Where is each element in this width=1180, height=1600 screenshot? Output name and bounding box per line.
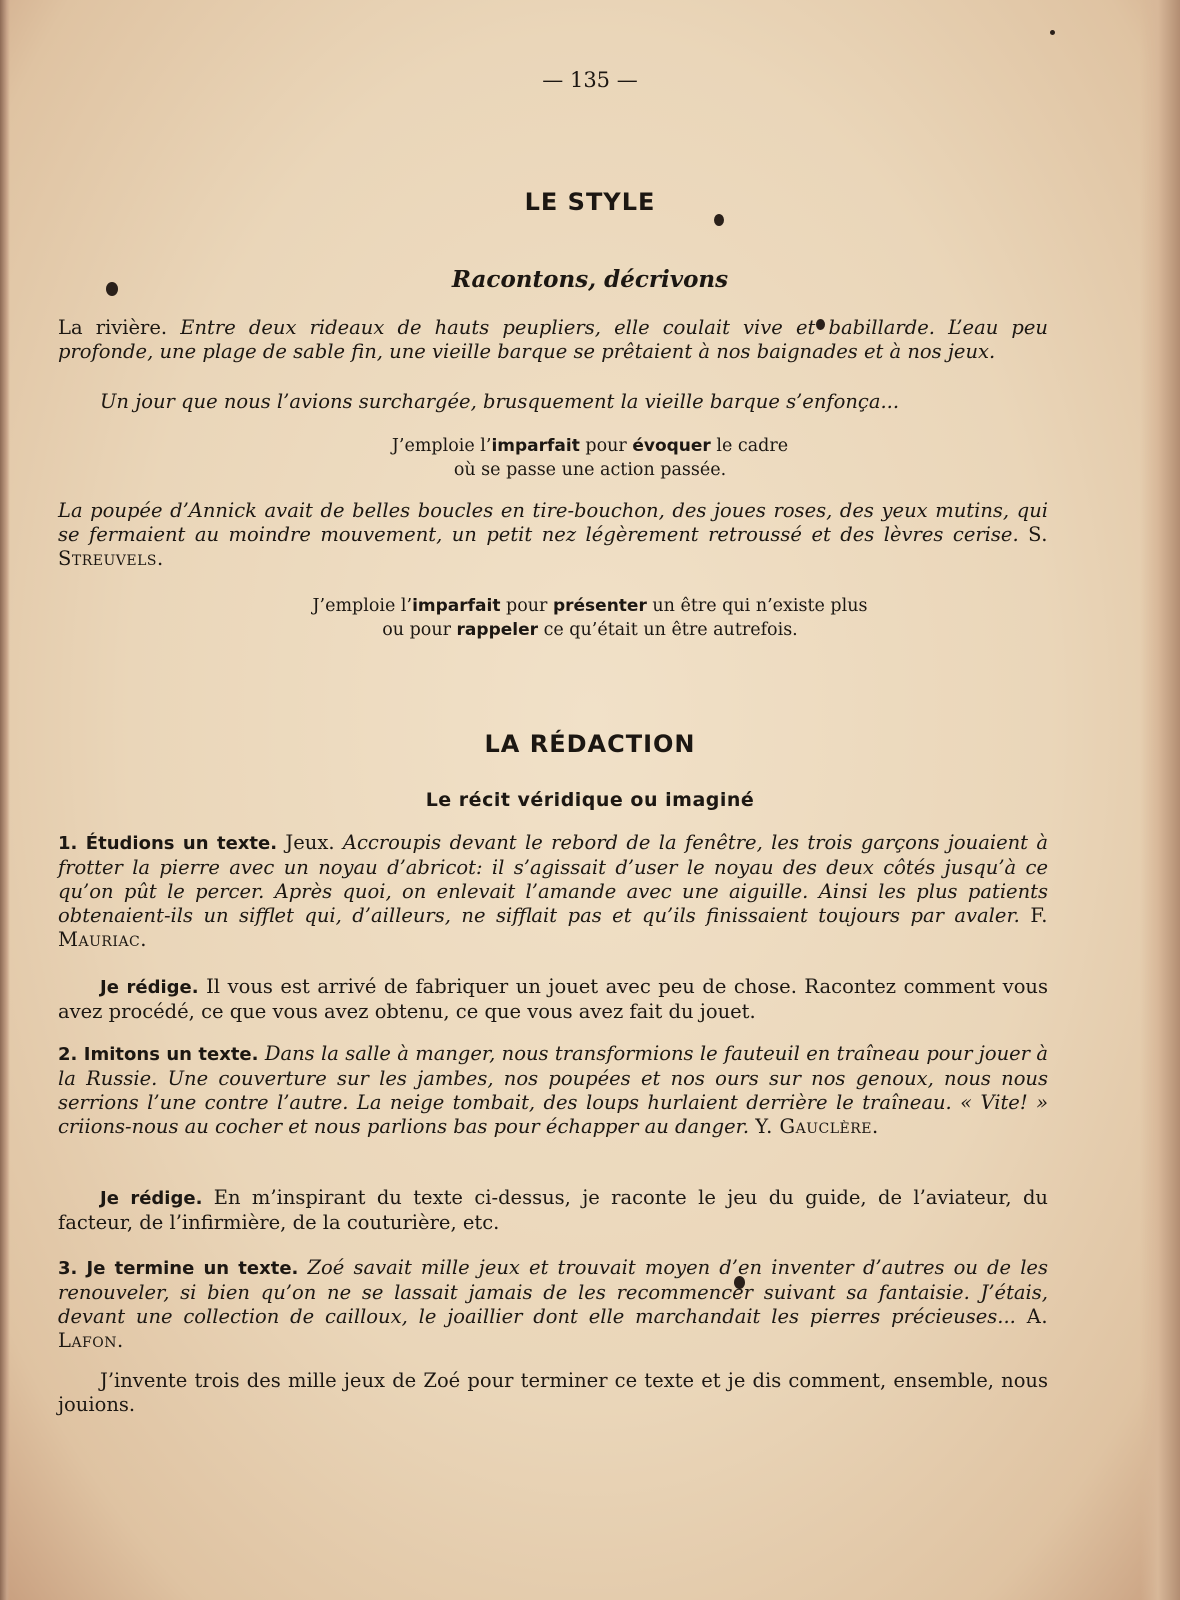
exercise-text: Dans la salle à manger, nous transformions le fauteuil en traîneau pour jouer à la Russie. Une couverture sur les jambes, nos poupées et nos ours sur nos genoux, nous nous serrions l’une contre l’autre. La neige tombait, des loups hurlaient derrière le traîneau. « Vite! » criions-nous au cocher et nous parlions bas pour échapper au danger.: [58, 1042, 1048, 1138]
grammar-rule-2: [0, 594, 1180, 642]
rule-text: le cadre: [710, 436, 789, 456]
rule-keyword: évoquer: [632, 436, 711, 456]
exercise-text: Accroupis devant le rebord de la fenêtre, les trois garçons jouaient à frotter la pierre avec un noyau d’abricot: il s’agissait d’user le noyau des deux côtés jusqu’à ce qu’on pût le percer. Après quoi, on enlevait l’amande avec une aiguille. Ainsi les plus patients obtenaient-ils un sifflet qui, d’ailleurs, ne sifflait pas et qu’ils finissaient toujours par avaler.: [58, 831, 1049, 927]
rule-text: ou pour: [382, 620, 457, 640]
rule-text: pour: [579, 436, 633, 456]
rule-line: où se passe une action passée.: [453, 460, 727, 480]
instruction-text: Il vous est arrivé de fabriquer un jouet avec peu de chose. Racontez comment vous avez procédé, ce que vous avez obtenu, ce que vous avez fait du jouet.: [58, 975, 1049, 1023]
instruction-redige-1: [58, 975, 1048, 1024]
rule-keyword: présenter: [552, 596, 647, 616]
rule-keyword: rappeler: [456, 620, 539, 640]
subtitle-recit: Le récit véridique ou imaginé: [425, 789, 755, 811]
exercise-2: [58, 1042, 1048, 1139]
exercise-lead: Jeux.: [277, 831, 343, 854]
rule-keyword: imparfait: [412, 596, 501, 616]
rule-keyword: imparfait: [491, 436, 580, 456]
paragraph-barque: Un jour que nous l’avions surchargée, brusquement la vieille barque s’enfonça...: [100, 390, 900, 413]
exercise-label: 2. Imitons un texte.: [58, 1044, 259, 1065]
author-name: F. Mauriac.: [58, 904, 1049, 951]
subtitle-racontons: Racontons, décrivons: [451, 266, 729, 293]
punch-hole: [1050, 30, 1055, 35]
paragraph-text: Entre deux rideaux de hauts peupliers, elle coulait vive et babillarde. L’eau peu profonde, une plage de sable fin, une vieille barque se prêtaient à nos baignades et à nos jeux.: [58, 316, 1048, 363]
instruction-redige-2: [58, 1186, 1048, 1235]
section-title-style: LE STYLE: [524, 188, 656, 216]
instruction-label: Je rédige.: [100, 977, 199, 998]
instruction-label: Je rédige.: [100, 1188, 203, 1209]
rule-text: pour: [500, 596, 553, 616]
rule-text: ce qu’était un être autrefois.: [538, 620, 798, 640]
exercise-3: [58, 1256, 1048, 1353]
exercise-1: [58, 831, 1048, 952]
instruction-text: En m’inspirant du texte ci-dessus, je raconte le jeu du guide, de l’aviateur, du facteur, de l’infirmière, de la couturière, etc.: [58, 1186, 1048, 1234]
rule-text: J’emploie l’: [391, 436, 492, 456]
paragraph-lead: La rivière.: [58, 316, 181, 339]
page-number: — 135 —: [542, 68, 638, 92]
exercise-label: 3. Je termine un texte.: [58, 1258, 299, 1279]
exercise-text: Zoé savait mille jeux et trouvait moyen d’en inventer d’autres ou de les renouveler, si bien qu’on ne se lassait jamais de les recommencer suivant sa fantaisie. J’étais, devant une collection de cailloux, le joaillier dont elle marchandait les pierres précieuses...: [58, 1256, 1048, 1328]
grammar-rule-1: [0, 434, 1180, 482]
rule-text: un être qui n’existe plus: [646, 596, 868, 616]
author-name: S. Streuvels.: [58, 523, 1049, 570]
paragraph-poupee: [58, 499, 1048, 571]
final-instruction: J’invente trois des mille jeux de Zoé pour terminer ce texte et je dis comment, ensemble, nous jouions.: [58, 1369, 1048, 1416]
paragraph-riviere: [58, 316, 1048, 364]
section-title-redaction: LA RÉDACTION: [484, 730, 696, 758]
paragraph-text: La poupée d’Annick avait de belles boucles en tire-bouchon, des joues roses, des yeux mutins, qui se fermaient au moindre mouvement, un petit nez légèrement retroussé et des lèvres cerise.: [58, 499, 1048, 546]
author-name: Y. Gauclère.: [755, 1115, 879, 1138]
rule-text: J’emploie l’: [312, 596, 413, 616]
exercise-label: 1. Étudions un texte.: [58, 833, 278, 854]
author-name: A. Lafon.: [58, 1305, 1049, 1352]
